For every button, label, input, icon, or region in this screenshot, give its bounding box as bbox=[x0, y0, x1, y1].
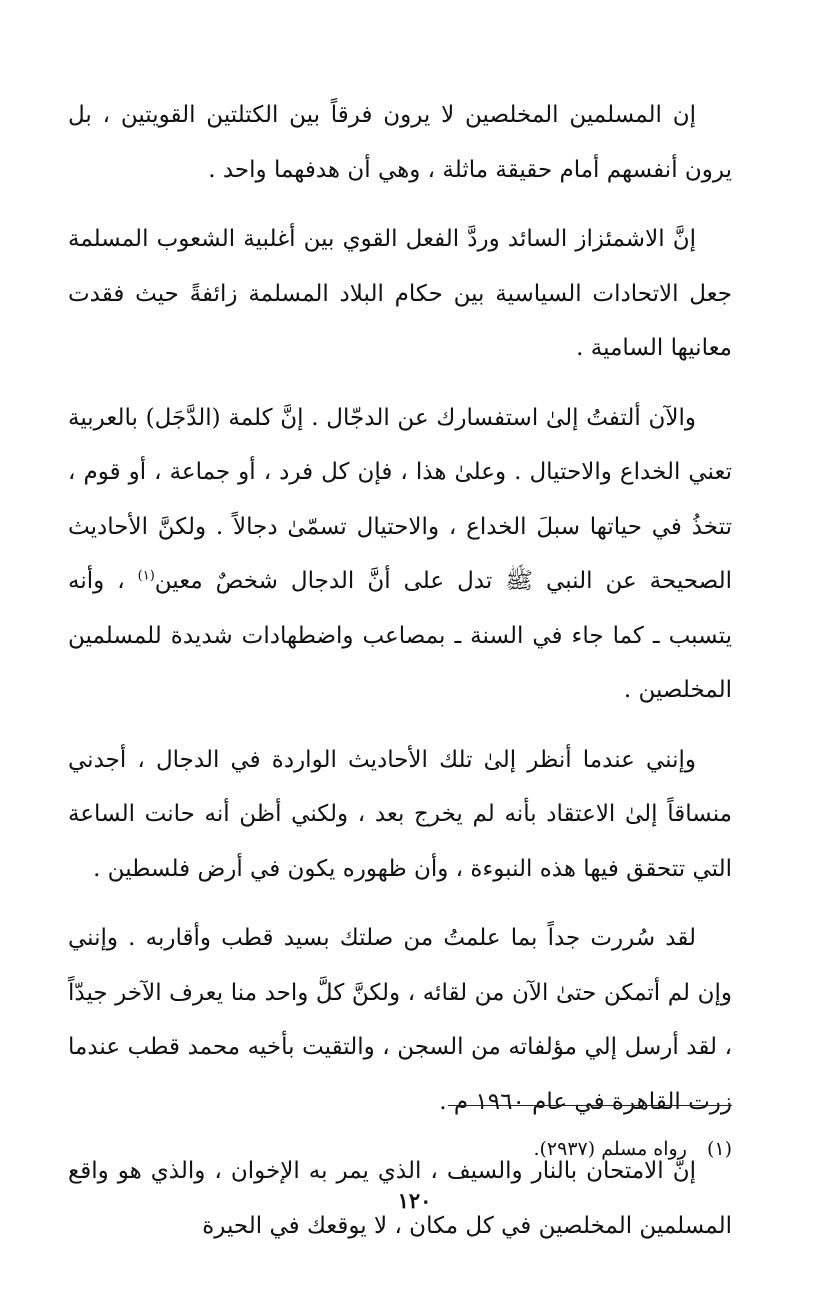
footnote bbox=[68, 1132, 732, 1166]
page-number: ١٢٠ bbox=[397, 1188, 432, 1213]
paragraph-2: إنَّ الاشمئزاز السائد وردَّ الفعل القوي بين أغلبية الشعوب المسلمة جعل الاتحادات السياسية بين حكام البلاد المسلمة زائفةً حيث فقدت معانيها السامية . bbox=[68, 226, 732, 361]
footnote-marker: (١) bbox=[706, 1138, 732, 1160]
paragraph-3-text-after: ، وأنه يتسبب ـ كما جاء في السنة ـ بمصاعب واضطهادات شديدة للمسلمين المخلصين . bbox=[68, 568, 732, 703]
paragraph-1: إن المسلمين المخلصين لا يرون فرقاً بين الكتلتين القويتين ، بل يرون أنفسهم أمام حقيقة ماثلة ، وهي أن هدفهما واحد . bbox=[68, 102, 732, 183]
footnote-text: رواه مسلم (٢٩٣٧). bbox=[533, 1138, 687, 1160]
paragraph-3 bbox=[68, 391, 732, 718]
paragraph-3-text-before: والآن ألتفتُ إلىٰ استفسارك عن الدجّال . إنَّ كلمة (الدَّجَل) بالعربية تعني الخداع والاحتيال . وعلىٰ هذا ، فإن كل فرد ، أو جماعة ، أو قوم ، تتخذُ في حياتها سبلَ الخداع ، والاحتيال تسمّىٰ دجالاً . ولكنَّ الأحاديث الصحيحة عن النبي ﷺ تدل على أنَّ الدجال شخصٌ معين bbox=[68, 404, 732, 594]
body-text bbox=[68, 88, 732, 1268]
footnote-reference: (١) bbox=[137, 568, 155, 584]
paragraph-4: وإنني عندما أنظر إلىٰ تلك الأحاديث الواردة في الدجال ، أجدني منساقاً إلىٰ الاعتقاد بأنه لم يخرج بعد ، ولكني أظن أنه حانت الساعة التي تتحقق فيها هذه النبوءة ، وأن ظهوره يكون في أرض فلسطين . bbox=[68, 746, 732, 882]
footnote-divider bbox=[448, 1105, 732, 1106]
paragraph-6: إنَّ الامتحان بالنار والسيف ، الذي يمر به الإخوان ، والذي هو واقع المسلمين المخلصين في كل مكان ، لا يوقعك في الحيرة bbox=[68, 1158, 732, 1239]
paragraph-5: لقد سُررت جداً بما علمتُ من صلتك بسيد قطب وأقاربه . وإنني وإن لم أتمكن حتىٰ الآن من لقائه ، ولكنَّ كلَّ واحد منا يعرف الآخر جيدّاً ، لقد أرسل إلي مؤلفاته من السجن ، والتقيت بأخيه محمد قطب عندما زرت القاهرة في عام ١٩٦٠ م . bbox=[68, 925, 732, 1115]
